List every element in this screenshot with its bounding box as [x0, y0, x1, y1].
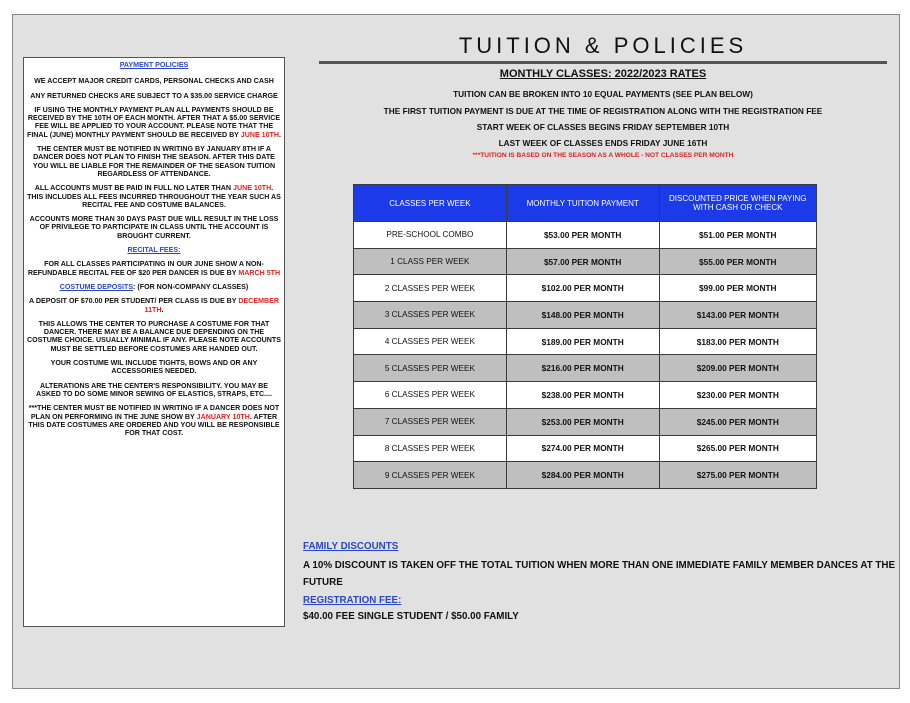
table-row: [354, 408, 817, 435]
policy-recital-fee: FOR ALL CLASSES PARTICIPATING IN OUR JUNE SHOW A NON-REFUNDABLE RECITAL FEE OF $20 PER DANCER IS DUE BY MARCH 5TH: [27, 260, 281, 277]
table-row: [354, 382, 817, 409]
policy-costume-deposit: A DEPOSIT OF $70.00 PER STUDENT/ PER CLASS IS DUE BY DECEMBER 11TH.: [29, 297, 279, 314]
row-monthly-price-cell: $57.00 PER MONTH: [506, 248, 659, 275]
row-monthly-price-cell: $274.00 PER MONTH: [506, 435, 659, 462]
registration-fee-heading: REGISTRATION FEE:: [303, 595, 402, 606]
table-row: [354, 328, 817, 355]
policy-monthly-plan: IF USING THE MONTHLY PAYMENT PLAN ALL PAYMENTS SHOULD BE RECEIVED BY THE 10TH OF EACH MONTH. AFTER THAT A $5.00 SERVICE FEE WILL BE APPLIED TO YOUR ACCOUNT. PLEASE NOTE THAT THE FINAL (JUNE) MONTHLY PAYMENT SHOULD BE RECEIVED BY JUNE 10TH.: [27, 105, 281, 139]
row-monthly-price-cell: $238.00 PER MONTH: [506, 382, 659, 409]
row-discount-price-cell: $275.00 PER MONTH: [659, 462, 816, 489]
row-discount-price-cell: $183.00 PER MONTH: [659, 328, 816, 355]
row-monthly-price-cell: $253.00 PER MONTH: [506, 408, 659, 435]
table-row: [354, 462, 817, 489]
title-divider: [319, 61, 887, 64]
row-monthly-price-cell: $148.00 PER MONTH: [506, 302, 659, 329]
tuition-table: [353, 184, 817, 489]
policy-paid-in-full: ALL ACCOUNTS MUST BE PAID IN FULL NO LATER THAN JUNE 10TH. THIS INCLUDES ALL FEES INCURRED THROUGHOUT THE YEAR SUCH AS RECITAL FEE AND COSTUME BALANCES.: [27, 184, 281, 209]
row-classes-cell: 5 CLASSES PER WEEK: [354, 355, 507, 382]
row-monthly-price-cell: $189.00 PER MONTH: [506, 328, 659, 355]
row-classes-cell: 6 CLASSES PER WEEK: [354, 382, 507, 409]
policy-costume-includes: YOUR COSTUME WIL INCLUDE TIGHTS, BOWS AND OR ANY ACCESSORIES NEEDED.: [50, 359, 258, 376]
policy-returned-checks: ANY RETURNED CHECKS ARE SUBJECT TO A $35.00 SERVICE CHARGE: [30, 91, 278, 100]
recital-fees-heading: RECITAL FEES:: [127, 246, 181, 255]
table-row: [354, 222, 817, 249]
row-monthly-price-cell: $216.00 PER MONTH: [506, 355, 659, 382]
row-discount-price-cell: $51.00 PER MONTH: [659, 222, 816, 249]
rates-title: MONTHLY CLASSES: 2022/2023 RATES: [499, 68, 707, 80]
policy-june-show-notice: ***THE CENTER MUST BE NOTIFIED IN WRITING IF A DANCER DOES NOT PLAN ON PERFORMING IN THE JUNE SHOW BY JANUARY 10TH. AFTER THIS DATE COSTUMES ARE ORDERED AND YOU WILL BE RESPONSIBLE FOR THAT COST.: [28, 404, 280, 438]
policy-payment-methods: WE ACCEPT MAJOR CREDIT CARDS, PERSONAL CHECKS AND CASH: [34, 77, 274, 86]
header-discounted-price: DISCOUNTED PRICE WHEN PAYING WITH CASH OR CHECK: [659, 185, 816, 222]
table-row: [354, 355, 817, 382]
row-discount-price-cell: $265.00 PER MONTH: [659, 435, 816, 462]
table-row: [354, 435, 817, 462]
table-header-row: [354, 185, 817, 222]
row-discount-price-cell: $143.00 PER MONTH: [659, 302, 816, 329]
rates-line-payments: TUITION CAN BE BROKEN INTO 10 EQUAL PAYMENTS (SEE PLAN BELOW): [453, 89, 753, 99]
row-monthly-price-cell: $53.00 PER MONTH: [506, 222, 659, 249]
header-classes-per-week: CLASSES PER WEEK: [354, 185, 507, 222]
table-row: [354, 275, 817, 302]
row-classes-cell: 3 CLASSES PER WEEK: [354, 302, 507, 329]
payment-policies-heading: PAYMENT POLICIES: [119, 61, 189, 69]
policy-season-notice: THE CENTER MUST BE NOTIFIED IN WRITING BY JANUARY 8TH IF A DANCER DOES NOT PLAN TO FINISH THE SEASON. AFTER THIS DATE YOU WILL BE LIABLE FOR THE REMAINDER OF THE SEASON TUITION REGARDLESS OF ATTENDANCE.: [32, 145, 276, 178]
row-classes-cell: 2 CLASSES PER WEEK: [354, 275, 507, 302]
page-frame: [12, 14, 900, 689]
family-discounts-heading: FAMILY DISCOUNTS: [303, 541, 399, 552]
row-discount-price-cell: $99.00 PER MONTH: [659, 275, 816, 302]
row-discount-price-cell: $55.00 PER MONTH: [659, 248, 816, 275]
table-row: [354, 302, 817, 329]
row-classes-cell: 8 CLASSES PER WEEK: [354, 435, 507, 462]
row-discount-price-cell: $245.00 PER MONTH: [659, 408, 816, 435]
row-classes-cell: 9 CLASSES PER WEEK: [354, 462, 507, 489]
row-classes-cell: 4 CLASSES PER WEEK: [354, 328, 507, 355]
table-row: [354, 248, 817, 275]
row-discount-price-cell: $230.00 PER MONTH: [659, 382, 816, 409]
row-monthly-price-cell: $284.00 PER MONTH: [506, 462, 659, 489]
registration-fee-text: $40.00 FEE SINGLE STUDENT / $50.00 FAMILY: [303, 611, 519, 622]
rates-note: ***TUITION IS BASED ON THE SEASON AS A WHOLE - NOT CLASSES PER MONTH: [472, 152, 734, 159]
row-classes-cell: PRE-SCHOOL COMBO: [354, 222, 507, 249]
header-monthly-tuition: MONTHLY TUITION PAYMENT: [506, 185, 659, 222]
policy-alterations: ALTERATIONS ARE THE CENTER'S RESPONSIBILITY. YOU MAY BE ASKED TO DO SOME MINOR SEWING OF ELASTICS, STRAPS, ETC....: [36, 381, 272, 398]
row-classes-cell: 1 CLASS PER WEEK: [354, 248, 507, 275]
row-discount-price-cell: $209.00 PER MONTH: [659, 355, 816, 382]
row-monthly-price-cell: $102.00 PER MONTH: [506, 275, 659, 302]
rates-line-first-payment: THE FIRST TUITION PAYMENT IS DUE AT THE TIME OF REGISTRATION ALONG WITH THE REGISTRATION FEE: [383, 106, 823, 116]
policy-costume-purchase: THIS ALLOWS THE CENTER TO PURCHASE A COSTUME FOR THAT DANCER. THERE MAY BE A BALANCE DUE DEPENDING ON THE COSTUME CHOICE. USUALLY MINIMAL IF ANY. PLEASE NOTE ACCOUNTS MUST BE SETTLED BEFORE COSTUMES ARE HANDED OUT.: [27, 319, 281, 353]
costume-deposits-heading: COSTUME DEPOSITS: (FOR NON-COMPANY CLASSES): [59, 282, 249, 291]
policy-past-due: ACCOUNTS MORE THAN 30 DAYS PAST DUE WILL RESULT IN THE LOSS OF PRIVILEGE TO PARTICIPATE IN CLASS UNTIL THE ACCOUNT IS BROUGHT CURRENT.: [29, 215, 279, 240]
rates-line-last-week: LAST WEEK OF CLASSES ENDS FRIDAY JUNE 16TH: [498, 138, 708, 148]
payment-policies-panel: [23, 57, 285, 627]
rates-line-start-week: START WEEK OF CLASSES BEGINS FRIDAY SEPTEMBER 10TH: [476, 122, 730, 132]
row-classes-cell: 7 CLASSES PER WEEK: [354, 408, 507, 435]
page-title: TUITION & POLICIES: [458, 33, 748, 58]
family-discounts-text: A 10% DISCOUNT IS TAKEN OFF THE TOTAL TUITION WHEN MORE THAN ONE IMMEDIATE FAMILY MEMBER DANCES AT THE FUTURE: [303, 560, 895, 588]
